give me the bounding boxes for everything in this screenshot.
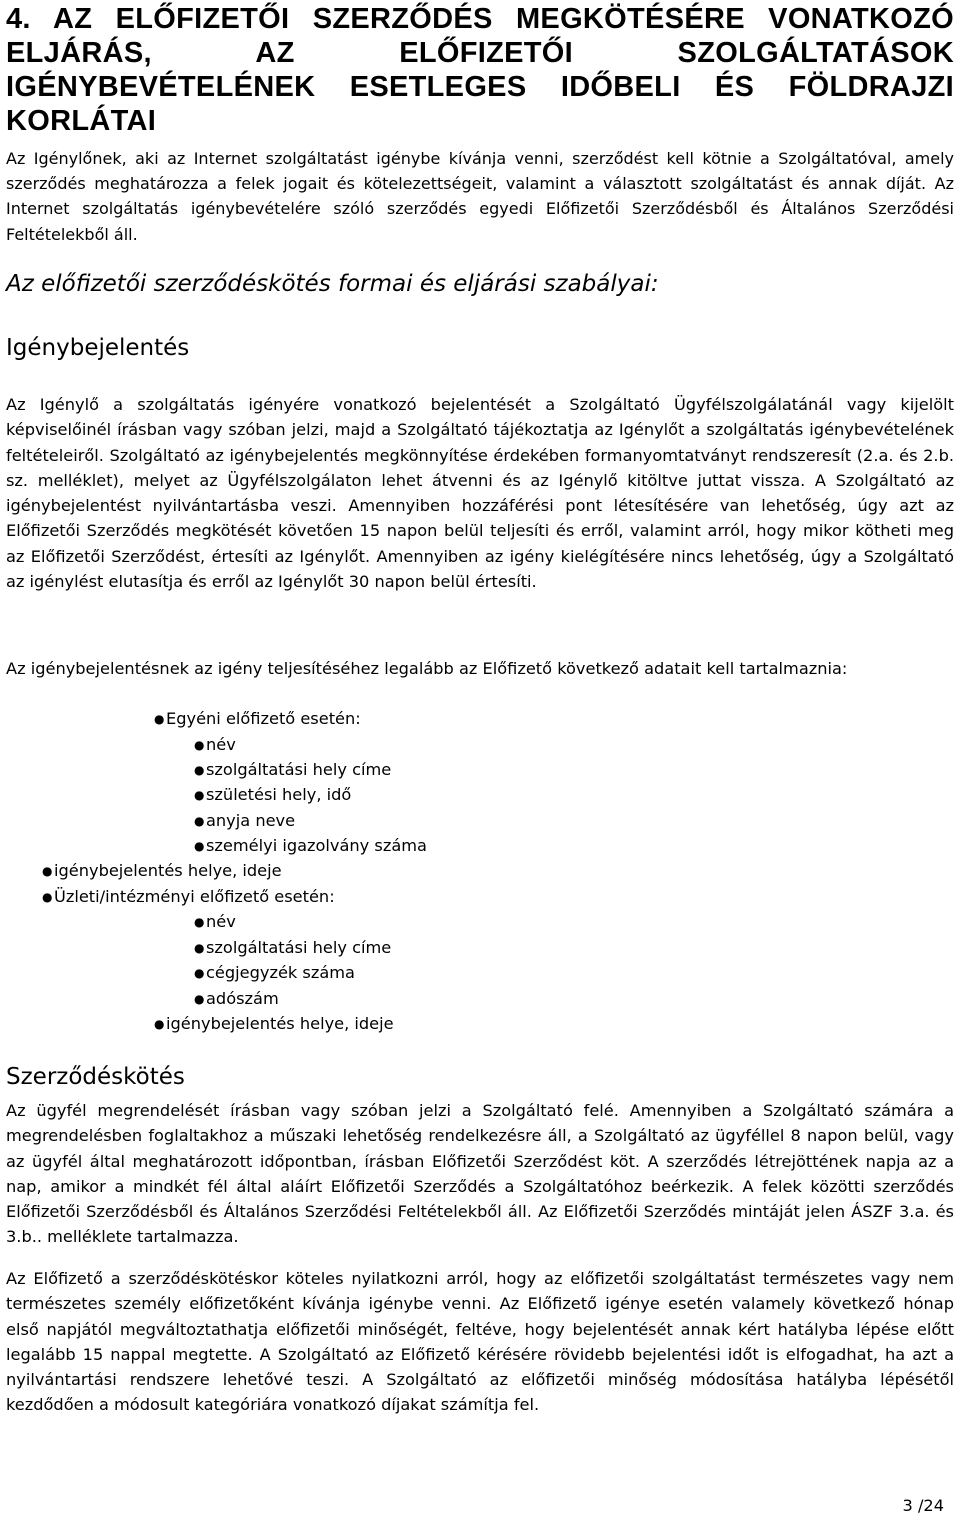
bullet-icon: ● [154,1017,165,1031]
bullet-icon: ● [154,712,165,726]
list-item: ●szolgáltatási hely címe [194,760,392,779]
bullet-icon: ● [194,738,205,752]
list-item: ●név [194,912,236,931]
bullet-icon: ● [194,966,205,980]
bullet-icon: ● [42,864,53,878]
list-item-request-place: ●igénybejelentés helye, ideje [42,861,282,880]
rules-heading: Az előfizetői szerződéskötés formai és eljárási szabályai: [6,271,659,297]
bullet-icon: ● [194,788,205,802]
intro-paragraph: Az Igénylőnek, aki az Internet szolgáltatást igénybe kívánja venni, szerződést kell kötnie a Szolgáltatóval, amely szerződés meghatározza a felek jogait és kötelezettségeit, valamint a választott szolgáltatást és annak díját. Az Internet szolgáltatás igénybevételére szóló szerződés egyedi Előfizetői Szerződésből és Általános Szerződési Feltételekből áll. [6,149,954,244]
bullet-icon: ● [194,992,205,1006]
list-item: ●szolgáltatási hely címe [194,938,392,957]
section-title: 4. AZ ELŐFIZETŐI SZERZŐDÉS MEGKÖTÉSÉRE VONATKOZÓ ELJÁRÁS, AZ ELŐFIZETŐI SZOLGÁLTATÁSOK IGÉNYBEVÉTELÉNEK ESETLEGES IDŐBELI ÉS FÖLDRAJZI KORLÁTAI [6,3,954,137]
bullet-icon: ● [194,941,205,955]
page-number: 3 /24 [902,1496,944,1515]
bullet-icon: ● [194,915,205,929]
list-item: ●adószám [194,989,279,1008]
list-item: ●személyi igazolvány száma [194,836,427,855]
list-item-individual: ●Egyéni előfizető esetén: [154,709,361,728]
contract-paragraph: Az ügyfél megrendelését írásban vagy szóban jelzi a Szolgáltató felé. Amennyiben a Szolgáltató számára a megrendelésben foglaltakhoz a műszaki lehetőség rendelkezésre áll, a Szolgáltató az ügyféllel 8 napon belül, vagy az ügyfél által meghatározott időpontban, írásban Előfizetői Szerződést köt. A szerződés létrejöttének napja az a nap, amikor a mindkét fél által aláírt Előfizetői Szerződés a Szolgáltatóhoz beérkezik. A felek közötti szerződés Előfizetői Szerződésből és Általános Szerződési Feltételekből áll. Az Előfizetői Szerződés mintáját jelen ÁSZF 3.a. és 3.b.. melléklete tartalmazza. [6,1101,954,1247]
bullet-icon: ● [194,763,205,777]
subscriber-status-paragraph: Az Előfizető a szerződéskötéskor köteles nyilatkozni arról, hogy az előfizetői szolgáltatást természetes vagy nem természetes személy előfizetőként kívánja igénybe venni. Az Előfizető igénye esetén valamely következő hónap első napjától megváltoztathatja előfizetői minőségét, feltéve, hogy bejelentését annak kért hatályba lépése előtt legalább 15 nappal megtette. A Szolgáltató az Előfizető kérésére rövidebb bejelentési időt is elfogadhat, ha azt a nyilvántartási rendszere lehetővé teszi. A Szolgáltató az előfizetői minőség módosítása hatályba lépésétől kezdődően a módosult kategóriára vonatkozó díjakat számítja fel. [6,1269,954,1415]
list-item-business: ●Üzleti/intézményi előfizető esetén: [42,887,335,906]
bullet-icon: ● [194,814,205,828]
request-heading: Igénybejelentés [6,335,190,361]
list-item: ●születési hely, idő [194,785,352,804]
request-paragraph: Az Igénylő a szolgáltatás igényére vonatkozó bejelentését a Szolgáltató Ügyfélszolgálatánál vagy kijelölt képviselőinél írásban vagy szóban jelzi, majd a Szolgáltató tájékoztatja az Igénylőt a szolgáltatás igénybevételének feltételeiről. Szolgáltató az igénybejelentés megkönnyítése érdekében formanyomtatványt rendszeresít (2.a. és 2.b. sz. melléklet), melyet az Ügyfélszolgálaton lehet átvenni és az Igénylő kitöltve juttat vissza. A Szolgáltató az igénybejelentést nyilvántartásba veszi. Amennyiben hozzáférési pont létesítésére van lehetőség, úgy azt az Előfizetői Szerződés megkötését követően 15 napon belül teljesíti és erről, valamint arról, hogy mikor kötheti meg az Előfizetői Szerződést, értesíti az Igénylőt. Amennyiben az igény kielégítésére nincs lehetőség, úgy a Szolgáltató az igénylést elutasítja és erről az Igénylőt 30 napon belül értesíti. [6,395,954,592]
list-item: ●név [194,735,236,754]
list-item: ●anyja neve [194,811,296,830]
required-data-paragraph: Az igénybejelentésnek az igény teljesítéséhez legalább az Előfizető következő adatait kell tartalmaznia: [6,659,848,678]
bullet-icon: ● [42,890,53,904]
list-item: ●cégjegyzék száma [194,963,355,982]
contract-heading: Szerződéskötés [6,1064,185,1090]
list-item-business-request-place: ●igénybejelentés helye, ideje [154,1014,394,1033]
bullet-icon: ● [194,839,205,853]
